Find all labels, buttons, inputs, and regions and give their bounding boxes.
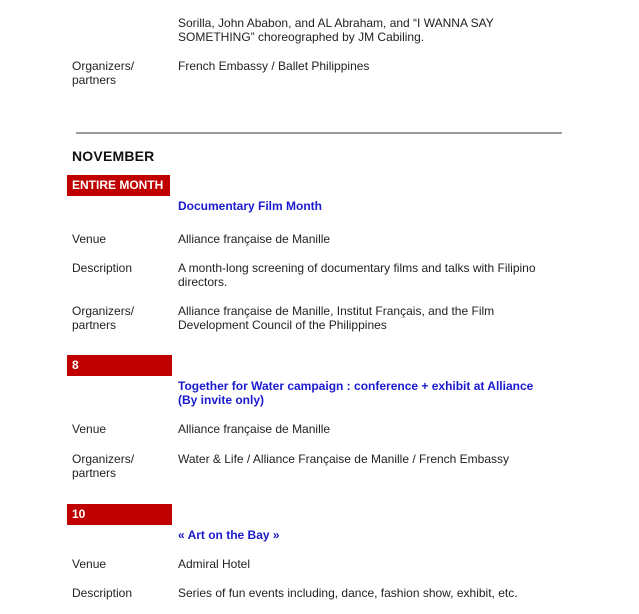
description-label: Description: [72, 586, 133, 600]
event-title-line-2: (By invite only): [178, 393, 265, 407]
date-badge-10: [67, 504, 172, 525]
venue-value: Alliance française de Manille: [178, 422, 331, 436]
venue-label: Venue: [72, 422, 107, 436]
date-badge-label: 10: [72, 507, 86, 521]
organizers-value: Water & Life / Alliance Française de Manille / French Embassy: [178, 452, 510, 466]
section-divider: [76, 132, 562, 134]
date-rule: [67, 195, 170, 196]
organizers-label: Organizers/: [72, 59, 135, 73]
venue-value: Admiral Hotel: [178, 557, 251, 571]
date-badge-label: ENTIRE MONTH: [72, 178, 164, 192]
event-title: Documentary Film Month: [178, 199, 323, 213]
organizers-label: Organizers/: [72, 452, 135, 466]
month-heading: NOVEMBER: [72, 148, 155, 164]
date-badge-label: 8: [72, 358, 79, 372]
description-line-1: Series of fun events including, dance, fashion show, exhibit, etc.: [178, 586, 518, 600]
venue-label: Venue: [72, 557, 107, 571]
date-rule: [67, 524, 172, 525]
venue-label: Venue: [72, 232, 107, 246]
event-title-line-1: Together for Water campaign : conference + exhibit at Alliance: [178, 379, 534, 393]
partners-label: partners: [72, 73, 117, 87]
organizers-label: Organizers/: [72, 304, 135, 318]
description-label: Description: [72, 261, 133, 275]
date-badge-8: [67, 355, 172, 376]
organizers-value: French Embassy / Ballet Philippines: [178, 59, 370, 73]
organizers-line-1: Alliance française de Manille, Institut Français, and the Film: [178, 304, 495, 318]
organizers-line-2: Development Council of the Philippines: [178, 318, 387, 332]
description-line-1: A month-long screening of documentary films and talks with Filipino: [178, 261, 536, 275]
venue-value: Alliance française de Manille: [178, 232, 331, 246]
description-line-2: directors.: [178, 275, 228, 289]
date-badge-entire-month: [67, 175, 170, 196]
partners-label: partners: [72, 466, 117, 480]
date-rule: [67, 375, 172, 376]
credits-text-line-1: Sorilla, John Ababon, and AL Abraham, and “I WANNA SAY: [178, 16, 494, 30]
partners-label: partners: [72, 318, 117, 332]
credits-text-line-2: SOMETHING” choreographed by JM Cabiling.: [178, 30, 425, 44]
event-title: « Art on the Bay »: [178, 528, 280, 542]
